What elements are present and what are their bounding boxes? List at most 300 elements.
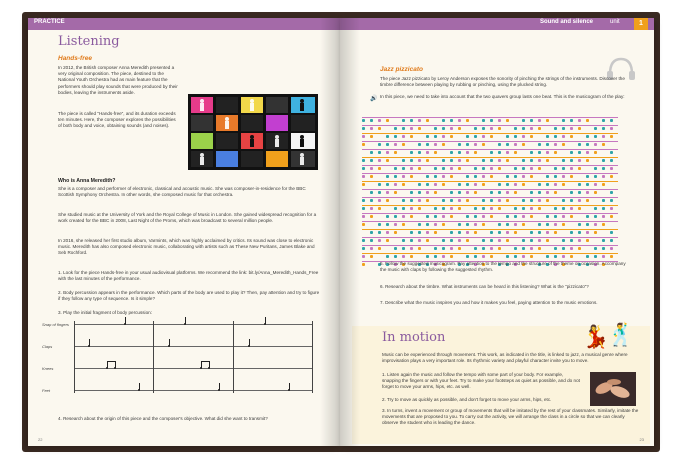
right-page xyxy=(340,18,654,446)
musicogram-symbol xyxy=(402,127,405,130)
musicogram-symbol xyxy=(594,183,597,186)
musicogram-symbol xyxy=(546,143,549,146)
musicogram-symbol xyxy=(466,135,469,138)
musicogram-row xyxy=(362,173,618,181)
musicogram-symbol xyxy=(378,207,381,210)
musicogram-symbol xyxy=(418,223,421,226)
musicogram-symbol xyxy=(418,183,421,186)
musicogram-symbol xyxy=(370,247,373,250)
musicogram-symbol xyxy=(386,143,389,146)
note-stem xyxy=(89,339,90,346)
musicogram-symbol xyxy=(546,151,549,154)
musicogram-symbol xyxy=(538,143,541,146)
left-header-bar xyxy=(28,18,340,30)
musicogram-symbol xyxy=(378,231,381,234)
musicogram-row xyxy=(362,245,618,253)
musicogram-symbol xyxy=(362,207,365,210)
musicogram-symbol xyxy=(482,199,485,202)
page-number: 22 xyxy=(38,437,43,442)
musicogram-symbol xyxy=(538,127,541,130)
musicogram-symbol xyxy=(458,127,461,130)
musicogram-symbol xyxy=(450,127,453,130)
musicogram-symbol xyxy=(570,199,573,202)
musicogram-symbol xyxy=(538,239,541,242)
musicogram-symbol xyxy=(402,183,405,186)
musicogram-symbol xyxy=(490,191,493,194)
musicogram-symbol xyxy=(602,183,605,186)
musicogram-symbol xyxy=(490,231,493,234)
musicogram-symbol xyxy=(482,247,485,250)
musicogram-symbol xyxy=(498,231,501,234)
musicogram-symbol xyxy=(506,215,509,218)
musicogram-symbol xyxy=(482,183,485,186)
note-stem xyxy=(219,383,220,390)
musicogram-symbol xyxy=(546,175,549,178)
musicogram-symbol xyxy=(466,199,469,202)
musicogram-symbol xyxy=(402,255,405,258)
note-stem xyxy=(209,361,210,368)
barline xyxy=(312,321,313,393)
musicogram-symbol xyxy=(418,119,421,122)
musicogram-symbol xyxy=(546,231,549,234)
musicogram-symbol xyxy=(506,151,509,154)
musicogram-symbol xyxy=(522,159,525,162)
musicogram-symbol xyxy=(434,175,437,178)
musicogram-symbol xyxy=(466,239,469,242)
musicogram-symbol xyxy=(466,119,469,122)
musicogram-symbol xyxy=(378,159,381,162)
musicogram-symbol xyxy=(586,143,589,146)
musicogram-symbol xyxy=(578,143,581,146)
musicogram-symbol xyxy=(506,223,509,226)
musicogram-symbol xyxy=(378,127,381,130)
musicogram-symbol xyxy=(386,135,389,138)
musicogram-symbol xyxy=(554,183,557,186)
musicogram-symbol xyxy=(498,143,501,146)
jazz-intro-2: In this piece, we need to take into account that the two quavers group lasts one beat. This is the musicogram of the play: xyxy=(380,94,625,99)
task-4: 4. Research about the origin of this piece and the composer's objective. What did she want to transmit? xyxy=(58,416,268,421)
musicogram-symbol xyxy=(418,239,421,242)
musicogram-symbol xyxy=(474,167,477,170)
musicogram-symbol xyxy=(482,119,485,122)
musicogram-symbol xyxy=(554,247,557,250)
jazz-task-6: 6. Research about the timbre. What instruments can be heard in this listening? What is the "pizzicato"? xyxy=(380,284,589,289)
musicogram-symbol xyxy=(514,135,517,138)
musicogram-symbol xyxy=(570,207,573,210)
musicogram-symbol xyxy=(538,159,541,162)
musicogram-symbol xyxy=(474,247,477,250)
musicogram-symbol xyxy=(410,199,413,202)
musicogram-symbol xyxy=(570,255,573,258)
musicogram-symbol xyxy=(506,191,509,194)
musicogram-symbol xyxy=(554,215,557,218)
musicogram-symbol xyxy=(386,159,389,162)
musicogram-symbol xyxy=(522,255,525,258)
musicogram-symbol xyxy=(522,215,525,218)
musicogram-symbol xyxy=(522,223,525,226)
musicogram-symbol xyxy=(594,127,597,130)
musicogram-symbol xyxy=(442,183,445,186)
musicogram-symbol xyxy=(546,191,549,194)
musicogram-symbol xyxy=(490,151,493,154)
musicogram-symbol xyxy=(498,183,501,186)
musicogram-symbol xyxy=(394,135,397,138)
musicogram-symbol xyxy=(370,135,373,138)
musicogram-symbol xyxy=(482,135,485,138)
musicogram-symbol xyxy=(386,199,389,202)
barline xyxy=(233,321,234,393)
musicogram-symbol xyxy=(402,135,405,138)
note-stem xyxy=(185,317,186,324)
musicogram-symbol xyxy=(602,207,605,210)
musicogram-symbol xyxy=(394,231,397,234)
musicogram-symbol xyxy=(466,143,469,146)
musicogram-symbol xyxy=(450,175,453,178)
musicogram-symbol xyxy=(386,119,389,122)
musicogram-symbol xyxy=(482,159,485,162)
musicogram-symbol xyxy=(602,239,605,242)
musicogram-symbol xyxy=(522,247,525,250)
musicogram-symbol xyxy=(370,127,373,130)
musicogram-symbol xyxy=(530,207,533,210)
musicogram-symbol xyxy=(386,231,389,234)
musicogram-symbol xyxy=(434,207,437,210)
musicogram-symbol xyxy=(594,135,597,138)
musicogram-symbol xyxy=(410,167,413,170)
musicogram-symbol xyxy=(466,215,469,218)
musicogram-symbol xyxy=(394,255,397,258)
musicogram-symbol xyxy=(570,191,573,194)
musicogram-symbol xyxy=(410,239,413,242)
barline xyxy=(153,321,154,393)
musicogram-symbol xyxy=(418,143,421,146)
musicogram-symbol xyxy=(362,175,365,178)
musicogram-symbol xyxy=(482,127,485,130)
musicogram-symbol xyxy=(546,135,549,138)
musicogram-symbol xyxy=(538,183,541,186)
musicogram-symbol xyxy=(498,159,501,162)
musicogram-symbol xyxy=(538,191,541,194)
musicogram-row xyxy=(362,237,618,245)
musicogram-symbol xyxy=(578,159,581,162)
performers-photo-grid xyxy=(188,94,318,170)
musicogram-symbol xyxy=(610,255,613,258)
musicogram-symbol xyxy=(474,191,477,194)
musicogram-symbol xyxy=(362,119,365,122)
musicogram-symbol xyxy=(362,223,365,226)
musicogram-symbol xyxy=(426,223,429,226)
musicogram-symbol xyxy=(562,119,565,122)
musicogram-symbol xyxy=(554,207,557,210)
musicogram-row xyxy=(362,181,618,189)
musicogram-symbol xyxy=(546,183,549,186)
musicogram-symbol xyxy=(474,183,477,186)
musicogram-symbol xyxy=(610,247,613,250)
musicogram-symbol xyxy=(434,183,437,186)
musicogram-symbol xyxy=(506,143,509,146)
musicogram-symbol xyxy=(498,119,501,122)
musicogram-symbol xyxy=(538,207,541,210)
musicogram-symbol xyxy=(578,167,581,170)
musicogram-symbol xyxy=(530,247,533,250)
musicogram-symbol xyxy=(514,191,517,194)
musicogram-symbol xyxy=(442,223,445,226)
musicogram-symbol xyxy=(610,239,613,242)
musicogram-symbol xyxy=(434,135,437,138)
musicogram-symbol xyxy=(490,215,493,218)
musicogram-symbol xyxy=(450,191,453,194)
note-stem xyxy=(107,361,108,368)
musicogram-symbol xyxy=(514,207,517,210)
musicogram-symbol xyxy=(498,167,501,170)
musicogram-symbol xyxy=(522,175,525,178)
musicogram-symbol xyxy=(362,143,365,146)
musicogram-symbol xyxy=(386,239,389,242)
musicogram-symbol xyxy=(578,183,581,186)
musicogram-symbol xyxy=(402,159,405,162)
musicogram-symbol xyxy=(578,127,581,130)
task-1: 1. Look for the piece Hands-free in your usual audiovisual platforms. We recommend the link: bit.ly/Anna_Meredith_Hands_Free with the last minutes of the performance. xyxy=(58,270,319,282)
instrument-label: Knees xyxy=(42,366,54,371)
musicogram-symbol xyxy=(578,207,581,210)
musicogram-symbol xyxy=(402,223,405,226)
musicogram-symbol xyxy=(538,223,541,226)
musicogram-symbol xyxy=(386,191,389,194)
in-motion-task-2: 2. Try to move as quickly as possible, and don't forget to move your arms, hips, etc. xyxy=(382,397,552,402)
musicogram-symbol xyxy=(418,191,421,194)
musicogram-symbol xyxy=(602,247,605,250)
musicogram-symbol xyxy=(538,231,541,234)
musicogram-symbol xyxy=(434,215,437,218)
musicogram-symbol xyxy=(546,159,549,162)
musicogram-symbol xyxy=(514,151,517,154)
musicogram-symbol xyxy=(466,183,469,186)
musicogram-symbol xyxy=(474,127,477,130)
musicogram-symbol xyxy=(594,223,597,226)
musicogram-symbol xyxy=(594,175,597,178)
musicogram-symbol xyxy=(506,183,509,186)
musicogram-symbol xyxy=(450,231,453,234)
musicogram-symbol xyxy=(562,199,565,202)
musicogram-symbol xyxy=(562,183,565,186)
note-stem xyxy=(289,383,290,390)
musicogram-symbol xyxy=(426,191,429,194)
musicogram-symbol xyxy=(442,143,445,146)
musicogram-symbol xyxy=(514,247,517,250)
musicogram-symbol xyxy=(394,183,397,186)
musicogram-symbol xyxy=(394,151,397,154)
note-stem xyxy=(265,317,266,324)
musicogram-symbol xyxy=(562,223,565,226)
intro-paragraph-2: The piece is called "Hands-free", and its duration exceeds ten minutes. Here, the composer explores the possibilities of both body and voice, obtaining sounds (and noises). xyxy=(58,111,176,129)
musicogram-symbol xyxy=(514,231,517,234)
musicogram-symbol xyxy=(602,175,605,178)
barline xyxy=(74,321,75,393)
jazz-task-5: 5. Follow the suggested musicogram. Pay attention to the tempo and the structure of the theme on occasion. Accompany the music with claps by following the suggested rhythm. xyxy=(380,261,626,273)
musicogram-symbol xyxy=(602,167,605,170)
bio-paragraph-1: She is a composer and performer of electronic, classical and acoustic music. She was composer-in-residence for the BBC Scottish Symphony Orchestra. In other words, she composed music for that orchestra. xyxy=(58,186,306,198)
beam xyxy=(107,361,115,362)
musicogram-symbol xyxy=(378,119,381,122)
musicogram-symbol xyxy=(570,167,573,170)
musicogram-row xyxy=(362,253,618,261)
note-stem xyxy=(125,317,126,324)
musicogram-symbol xyxy=(594,191,597,194)
musicogram-symbol xyxy=(426,183,429,186)
musicogram-symbol xyxy=(474,207,477,210)
musicogram-symbol xyxy=(370,159,373,162)
musicogram-symbol xyxy=(498,127,501,130)
musicogram-symbol xyxy=(418,231,421,234)
note-stem xyxy=(115,361,116,368)
musicogram-symbol xyxy=(394,167,397,170)
musicogram-symbol xyxy=(450,159,453,162)
musicogram-symbol xyxy=(498,239,501,242)
musicogram-symbol xyxy=(370,167,373,170)
musicogram-symbol xyxy=(570,175,573,178)
musicogram-symbol xyxy=(442,135,445,138)
musicogram-symbol xyxy=(362,135,365,138)
musicogram-symbol xyxy=(402,167,405,170)
musicogram xyxy=(362,117,618,269)
musicogram-symbol xyxy=(546,119,549,122)
musicogram-row xyxy=(362,157,618,165)
musicogram-symbol xyxy=(586,151,589,154)
musicogram-symbol xyxy=(482,215,485,218)
chapter-label: Sound and silence xyxy=(540,19,594,25)
musicogram-symbol xyxy=(530,199,533,202)
musicogram-symbol xyxy=(594,167,597,170)
musicogram-symbol xyxy=(586,135,589,138)
musicogram-symbol xyxy=(490,127,493,130)
musicogram-symbol xyxy=(562,167,565,170)
musicogram-symbol xyxy=(530,151,533,154)
musicogram-symbol xyxy=(410,119,413,122)
musicogram-symbol xyxy=(450,239,453,242)
musicogram-row xyxy=(362,165,618,173)
musicogram-symbol xyxy=(466,175,469,178)
musicogram-symbol xyxy=(362,167,365,170)
musicogram-symbol xyxy=(490,199,493,202)
musicogram-symbol xyxy=(586,199,589,202)
musicogram-symbol xyxy=(586,159,589,162)
musicogram-symbol xyxy=(394,215,397,218)
musicogram-symbol xyxy=(418,199,421,202)
musicogram-symbol xyxy=(538,167,541,170)
musicogram-symbol xyxy=(370,207,373,210)
beam xyxy=(201,361,209,362)
musicogram-symbol xyxy=(362,159,365,162)
musicogram-symbol xyxy=(394,175,397,178)
musicogram-symbol xyxy=(434,167,437,170)
in-motion-task-1: 1. Listen again the music and follow the tempo with some part of your body. For example, snapping the fingers or with your feet. Try to make your footsteps as quiet as possible, and do not forget to move your arms, hips, etc. as well. xyxy=(382,372,580,390)
musicogram-symbol xyxy=(506,239,509,242)
musicogram-symbol xyxy=(498,199,501,202)
dancer-icon: 💃 xyxy=(582,324,610,349)
musicogram-row xyxy=(362,117,618,125)
musicogram-row xyxy=(362,229,618,237)
musicogram-symbol xyxy=(458,151,461,154)
musicogram-symbol xyxy=(586,183,589,186)
musicogram-symbol xyxy=(530,167,533,170)
musicogram-symbol xyxy=(394,207,397,210)
musicogram-symbol xyxy=(538,151,541,154)
musicogram-symbol xyxy=(602,255,605,258)
musicogram-symbol xyxy=(386,223,389,226)
musicogram-symbol xyxy=(474,215,477,218)
musicogram-symbol xyxy=(498,207,501,210)
musicogram-symbol xyxy=(570,247,573,250)
musicogram-symbol xyxy=(538,119,541,122)
in-motion-task-3: 3. In turns, invent a movement or group of movements that will be imitated by the rest of your classmates. Similarly, imitate the movements that are proposed to you. To carry out the activity, we will arrange the class in a circle so that we can clearly observe the student who is leading the dance. xyxy=(382,408,639,426)
task-3: 3. Play the initial fragment of body percussion: xyxy=(58,310,152,315)
musicogram-symbol xyxy=(498,223,501,226)
musicogram-symbol xyxy=(578,231,581,234)
musicogram-symbol xyxy=(530,127,533,130)
musicogram-symbol xyxy=(522,207,525,210)
musicogram-symbol xyxy=(386,183,389,186)
musicogram-symbol xyxy=(458,207,461,210)
musicogram-symbol xyxy=(442,199,445,202)
musicogram-symbol xyxy=(394,223,397,226)
musicogram-symbol xyxy=(570,127,573,130)
page-number: 23 xyxy=(639,437,644,442)
musicogram-symbol xyxy=(474,151,477,154)
musicogram-symbol xyxy=(410,215,413,218)
musicogram-symbol xyxy=(410,151,413,154)
musicogram-symbol xyxy=(610,159,613,162)
musicogram-symbol xyxy=(546,215,549,218)
staff-line xyxy=(74,368,312,369)
musicogram-symbol xyxy=(546,199,549,202)
musicogram-symbol xyxy=(578,119,581,122)
musicogram-symbol xyxy=(586,175,589,178)
musicogram-symbol xyxy=(434,191,437,194)
musicogram-symbol xyxy=(458,167,461,170)
musicogram-symbol xyxy=(506,231,509,234)
musicogram-symbol xyxy=(482,223,485,226)
musicogram-symbol xyxy=(594,215,597,218)
musicogram-symbol xyxy=(370,151,373,154)
instrument-label: Claps xyxy=(42,344,53,349)
musicogram-symbol xyxy=(442,167,445,170)
intro-paragraph: In 2012, the British composer Anna Meredith presented a very original composition. The piece, destined to the National Youth Orchestra had as main feature that the performers should play sounds that were produced by their bodies, leaving the instruments aside. xyxy=(58,65,178,95)
musicogram-symbol xyxy=(490,135,493,138)
musicogram-symbol xyxy=(610,207,613,210)
musicogram-symbol xyxy=(498,247,501,250)
musicogram-symbol xyxy=(594,207,597,210)
musicogram-symbol xyxy=(570,119,573,122)
musicogram-symbol xyxy=(586,231,589,234)
musicogram-symbol xyxy=(490,255,493,258)
musicogram-symbol xyxy=(482,239,485,242)
musicogram-symbol xyxy=(610,119,613,122)
musicogram-symbol xyxy=(426,175,429,178)
note-stem xyxy=(249,339,250,346)
musicogram-symbol xyxy=(450,215,453,218)
musicogram-symbol xyxy=(410,207,413,210)
right-header-bar xyxy=(340,18,654,30)
musicogram-symbol xyxy=(418,247,421,250)
musicogram-symbol xyxy=(434,223,437,226)
musicogram-symbol xyxy=(530,191,533,194)
musicogram-symbol xyxy=(458,119,461,122)
musicogram-symbol xyxy=(498,151,501,154)
musicogram-symbol xyxy=(538,247,541,250)
musicogram-symbol xyxy=(362,255,365,258)
musicogram-symbol xyxy=(418,151,421,154)
musicogram-symbol xyxy=(362,127,365,130)
